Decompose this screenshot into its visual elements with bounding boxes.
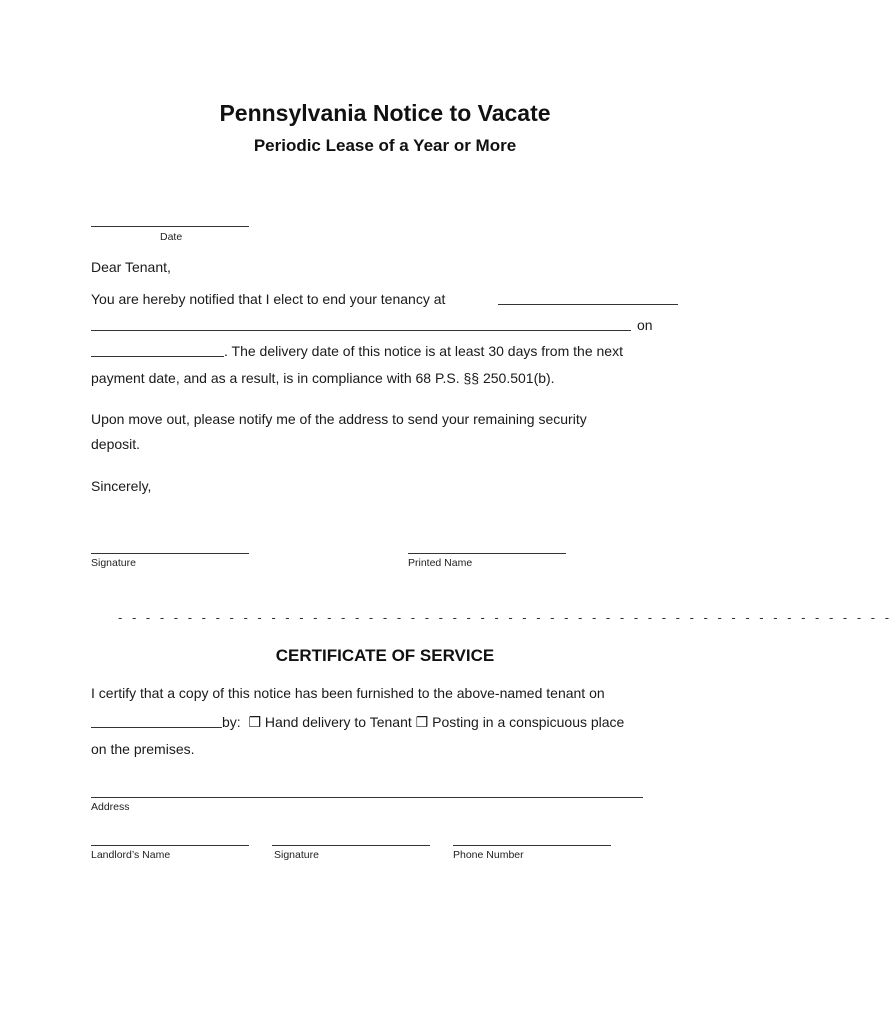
salutation: Dear Tenant, [91,259,171,275]
certificate-signature-line[interactable] [272,845,430,846]
address-label: Address [91,801,130,813]
property-address-line[interactable] [498,304,678,305]
address-line[interactable] [91,797,643,798]
section-separator: - - - - - - - - - - - - - - - - - - - - - - - - - - - - - - - - - - - - - - - - - - - - - - - - - - - - - - - - [118,610,892,625]
page-title: Pennsylvania Notice to Vacate [219,100,551,126]
notice-para2-line1: Upon move out, please notify me of the address to send your remaining security [91,411,587,427]
printed-name-line[interactable] [408,553,566,554]
hand-delivery-checkbox-icon[interactable]: ❒ [248,714,262,730]
posting-checkbox-icon[interactable]: ❒ [415,714,429,730]
notice-para2-line2: deposit. [91,436,141,452]
notice-para1-on: on [637,317,653,333]
signature-line[interactable] [91,553,249,554]
printed-name-label: Printed Name [408,557,473,569]
closing: Sincerely, [91,478,152,494]
certificate-by-text: by: [222,714,241,730]
date-line[interactable] [91,226,249,227]
certificate-signature-label: Signature [274,849,319,861]
date-label: Date [160,231,183,243]
certificate-title: CERTIFICATE OF SERVICE [275,646,495,665]
service-date-line[interactable] [91,727,222,728]
notice-para1-line3: . The delivery date of this notice is at least 30 days from the next [224,343,623,359]
phone-number-line[interactable] [453,845,611,846]
signature-label: Signature [91,557,136,569]
vacate-date-line[interactable] [91,356,224,357]
certificate-line2 [222,714,624,731]
phone-number-label: Phone Number [453,849,524,861]
certificate-line3: on the premises. [91,741,195,757]
page-subtitle: Periodic Lease of a Year or More [253,136,517,155]
notice-para1-line4: payment date, and as a result, is in compliance with 68 P.S. §§ 250.501(b). [91,370,555,386]
property-address-line-2[interactable] [91,330,631,331]
landlord-name-line[interactable] [91,845,249,846]
notice-para1-line1: You are hereby notified that I elect to end your tenancy at [91,291,446,307]
certificate-line1: I certify that a copy of this notice has been furnished to the above-named tenant on [91,685,605,701]
hand-delivery-label: Hand delivery to Tenant [264,714,412,730]
landlord-name-label: Landlord’s Name [91,849,171,861]
posting-label: Posting in a conspicuous place [432,714,625,730]
